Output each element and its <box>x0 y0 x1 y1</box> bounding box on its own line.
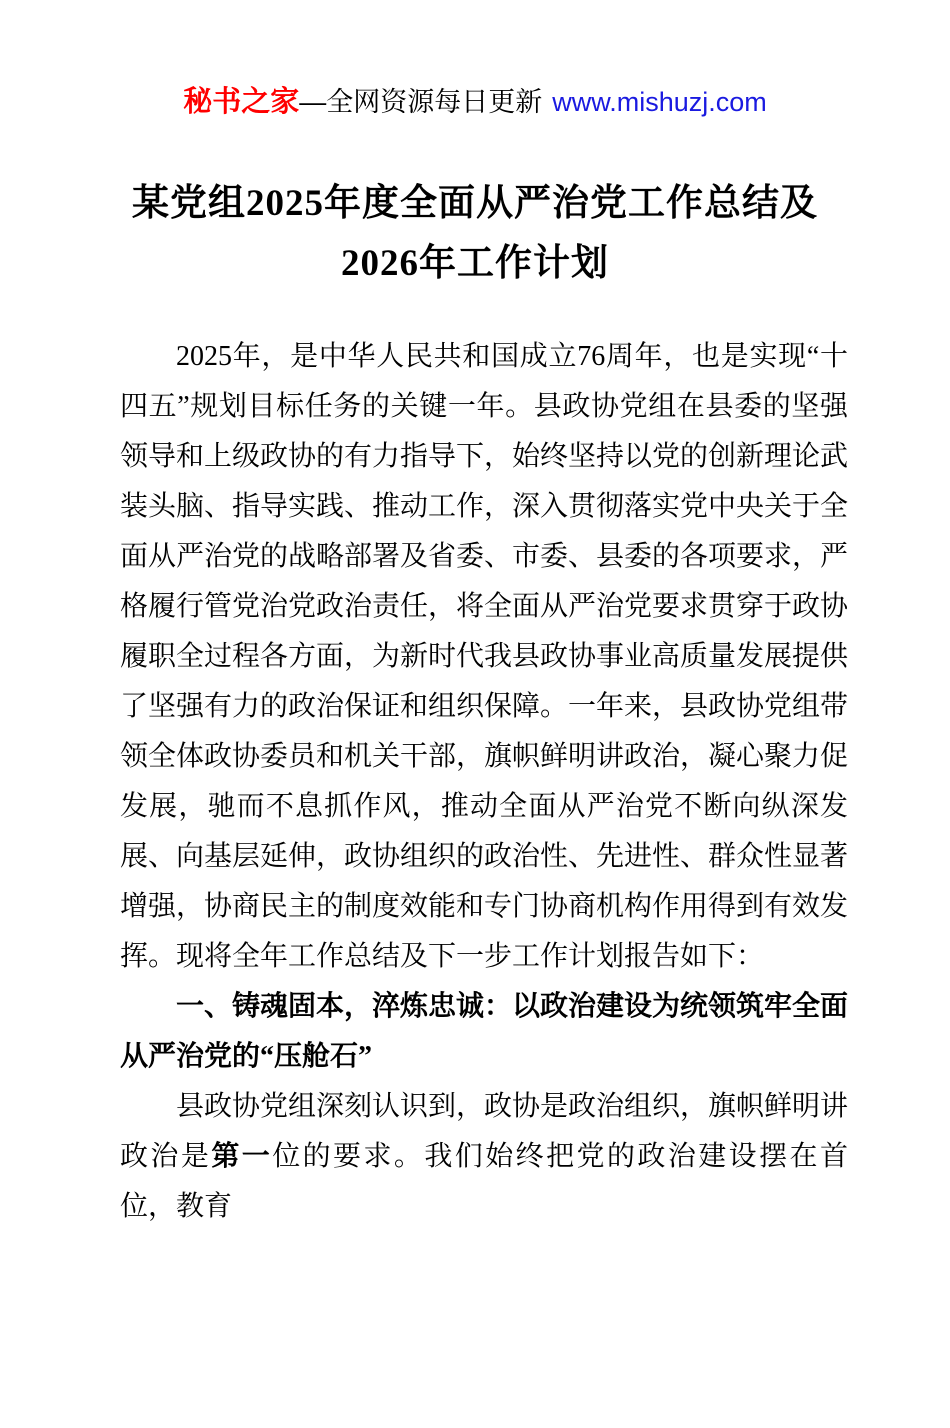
document-page <box>0 84 950 1428</box>
site-tagline: 全网资源每日更新 <box>326 87 543 117</box>
site-brand: 秘书之家 <box>183 86 300 118</box>
document-title-line-2: 2026年工作计划 <box>341 243 609 284</box>
emphasized-text-run: 一、铸魂固本，淬炼忠诚：以政治建设为统领筑牢全面从严治党的“压舱石” <box>120 991 849 1072</box>
document-title-line-1: 某党组2025年度全面从严治党工作总结及 <box>132 183 818 224</box>
document-paragraphs <box>120 332 848 1232</box>
body-paragraph <box>120 1082 848 1232</box>
brand-dash: — <box>299 87 327 117</box>
text-run: 2025年，是中华人民共和国成立76周年，也是实现“十四五”规划目标任务的关键一年。县政协党组在县委的坚强领导和上级政协的有力指导下，始终坚持以党的创新理论武装头脑、指导实践、推动工作，深入贯彻落实党中央关于全面从严治党的战略部署及省委、市委、县委的各项要求，严格履行管党治党政治责任，将全面从严治党要求贯穿于政协履职全过程各方面，为新时代我县政协事业高质量发展提供了坚强有力的政治保证和组织保障。一年来，县政协党组带领全体政协委员和机关干部，旗帜鲜明讲政治，凝心聚力促发展，驰而不息抓作风，推动全面从严治党不断向纵深发展、向基层延伸，政协组织的政治性、先进性、群众性显著增强，协商民主的制度效能和专门协商机构作用得到有效发挥。现将全年工作总结及下一步工作计划报告如下： <box>120 341 849 972</box>
text-run: 县政协党组深刻认识到，政协是政治组织，旗帜鲜明讲政治是 <box>120 1091 849 1172</box>
emphasized-text-run: 第一 <box>211 1141 273 1172</box>
site-url-link[interactable]: www.mishuzj.com <box>552 87 767 117</box>
document-title <box>0 174 950 294</box>
body-paragraph <box>120 332 848 982</box>
section-heading <box>120 982 848 1082</box>
text-run: 位的要求。我们始终把党的政治建设摆在首位，教育 <box>120 1141 848 1222</box>
site-header <box>0 84 950 120</box>
